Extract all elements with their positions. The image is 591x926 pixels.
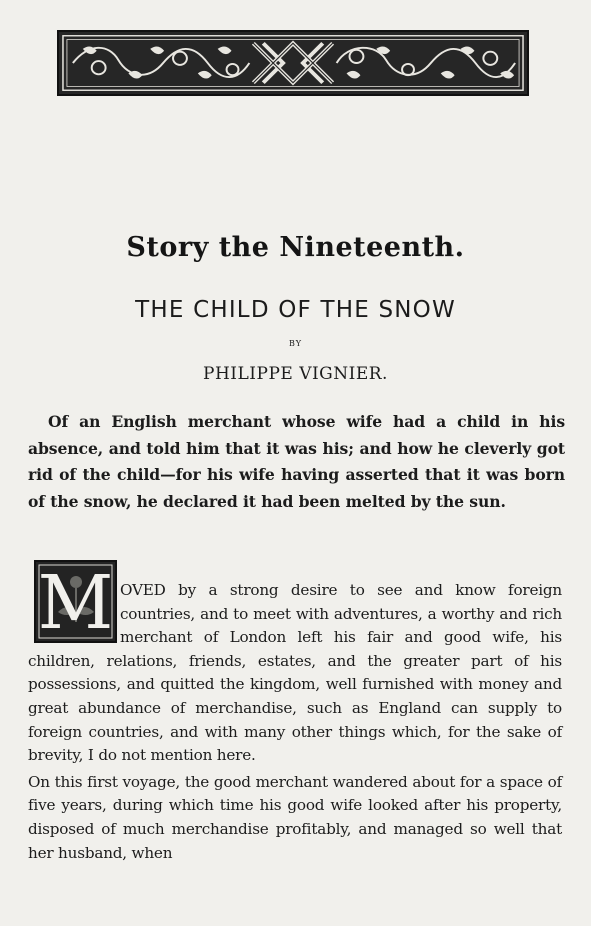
paragraph-text: OVED by a strong desire to see and know foreign countries, and to meet with adventures, a worthy and rich merchant of London left his fair and good wife, his children, relations, friends, estates, and the greater part of his possessions, and quitted the kingdom, well furnished with money and great abundance of merchandise, such as England can supply to foreign countries, and with many other things which, for the sake of brevity, I do not mention here.: [28, 581, 562, 765]
author-name: PHILIPPE VIGNIER.: [203, 364, 388, 384]
story-body: [28, 579, 562, 865]
story-argument: [28, 409, 565, 515]
drop-cap-space: [28, 579, 120, 645]
body-paragraph: [28, 771, 562, 865]
drop-cap-letter: M: [37, 560, 114, 646]
paragraph-text: On this first voyage, the good merchant wandered about for a space of five years, during which time his good wife looked after his property, disposed of much merchandise profitably, and managed so well that her husband, when: [28, 772, 562, 862]
leaf-ornament-icon: [59, 32, 527, 94]
ornamental-header-banner: [57, 30, 529, 96]
body-paragraph: [28, 579, 562, 768]
story-heading: Story the Nineteenth.: [126, 232, 465, 263]
by-label: BY: [288, 339, 303, 348]
page-title: THE CHILD OF THE SNOW: [135, 297, 456, 323]
argument-text: Of an English merchant whose wife had a child in his absence, and told him that it was his; and how he cleverly got rid of the child—for his wife having asserted that it was born of the snow, he declared it had been melted by the sun.: [28, 412, 565, 511]
